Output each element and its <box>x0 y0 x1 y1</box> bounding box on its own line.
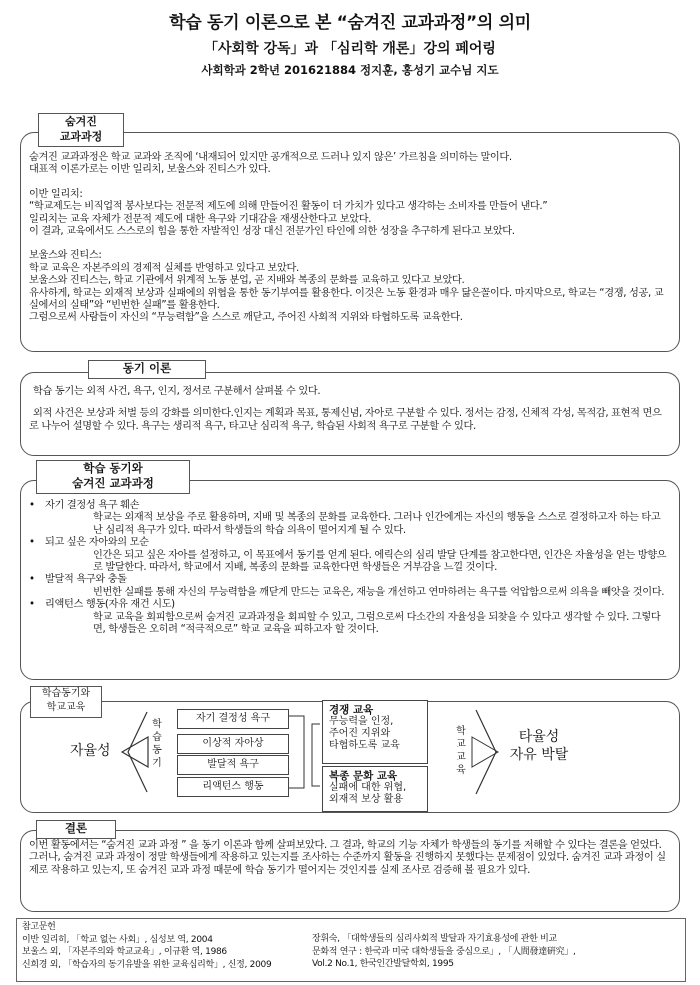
motivation-vertical-label: 학습동기 <box>152 719 162 769</box>
text-line: 숨겨진 교과과정은 학교 교과와 조직에 ‘내재되어 있지만 공개적으로 드러나 있지 않은’ 가르침을 의미하는 말이다. <box>29 152 512 163</box>
obedience-education-box <box>322 766 428 812</box>
autonomy-label: 자율성 <box>70 743 111 759</box>
box-line: 실패에 대한 위협, <box>329 782 407 793</box>
motivation-theory-tab: 동기 이론 <box>88 360 206 379</box>
tab-line: 학습동기와 <box>41 688 91 699</box>
item-head: • 발달적 욕구와 충돌 <box>45 574 127 586</box>
left-bracket <box>128 712 147 792</box>
conclusion-tab: 결론 <box>36 820 116 839</box>
item-head: • 리액턴스 행동(자유 재건 시도) <box>45 599 175 611</box>
text-line: 보울스와 진티스는, 학교 기관에서 위계적 노동 분업, 곧 지배와 복종의 문화를 교육하고 있다고 보았다. <box>29 275 465 287</box>
reference-item: 이반 일리히, 「학교 없는 사회」, 심성보 역, 2004 <box>22 934 213 945</box>
conclusion-body <box>29 840 671 877</box>
text-line: 보울스와 진티스: <box>29 250 102 262</box>
diagram-item: 자기 결정성 욕구 <box>177 709 289 729</box>
box-line: 외재적 보상 활용 <box>329 794 403 805</box>
box-line: 타협하도록 교육 <box>329 740 400 751</box>
page-subtitle: 「사회학 강독」과 「심리학 개론」강의 페어링 <box>204 41 496 57</box>
text-line: 학습 동기는 외적 사건, 욕구, 인지, 정서로 구분해서 살펴볼 수 있다. <box>33 386 321 397</box>
author-line: 사회학과 2학년 201621884 정지훈, 홍성기 교수님 지도 <box>201 63 499 77</box>
right-arrow-icon <box>476 710 496 794</box>
item-head: • 자기 결정성 욕구 훼손 <box>45 500 140 511</box>
tab-line: 숨겨진 <box>65 115 97 128</box>
item-head: • 되고 싶은 자아와의 모순 <box>45 537 149 549</box>
reference-item: 문화적 연구 : 한국과 미국 대학생들을 중심으로」, 「人間發達硏究」, <box>312 946 576 957</box>
mid-bracket <box>288 716 304 788</box>
diagram-item: 이상적 자아상 <box>177 734 289 754</box>
tab-line: 교과과정 <box>59 130 103 143</box>
diagram-item: 리액턴스 행동 <box>177 777 289 797</box>
tab-line: 숨겨진 교과과정 <box>72 476 154 490</box>
tab-line: 학습 동기와 <box>83 461 143 475</box>
right-line: 타율성 <box>518 729 560 745</box>
box-line: 무능력을 인정, <box>329 716 394 727</box>
reference-item: 보울스 외, 「자본주의와 학교교육」, 이규환 역, 1986 <box>22 947 227 957</box>
right-line: 자유 박탈 <box>509 747 569 763</box>
tab-line: 학교교육 <box>46 702 86 713</box>
box-line: 주어진 지위와 <box>329 728 391 739</box>
text-line: 대표적 이론가로는 이반 일리치, 보울스와 진티스가 있다. <box>29 164 271 176</box>
references-left <box>22 921 322 971</box>
text-line: 이번 활동에서는 “숨겨진 교과 과정 ” 을 동기 이론과 함께 살펴보았다. 그 결과, 학교의 기능 자체가 학생들의 동기를 저해할 수 있다는 결론을 얻었다. <box>29 840 662 851</box>
item-text: 빈번한 실패를 통해 자신의 무능력함을 깨닫게 만드는 교육은, 재능을 개선하고 연마하려는 욕구를 억압함으로써 의욕을 빼앗을 것이다. <box>93 586 665 598</box>
text-line: 학교 교육은 자본주의의 경제적 실체를 반영하고 있다고 보았다. <box>29 262 299 274</box>
item-text: 학교는 외재적 보상을 주로 활용하며, 지배 및 복종의 문화를 교육한다. 그러나 인간에게는 자신의 행동을 스스로 결정하고자 하는 타고난 심리적 욕구가 있다. 따라서 학생들의 학습 의욕이 떨어지게 될 수 있다. <box>93 512 661 536</box>
reference-item: 신희경 외, 「학습자의 동기유발을 위한 교육심리학」, 신정, 2009 <box>22 959 272 970</box>
reference-item: 장휘숙, 「대학생들의 심리사회적 발달과 자기효용성에 관한 비교 <box>312 934 557 944</box>
diagram-item: 발달적 욕구 <box>177 755 289 775</box>
references-right <box>312 933 678 971</box>
box-title: 경쟁 교육 <box>329 704 374 716</box>
text-line: 그럼으로써 사람들이 자신의 “무능력함”을 스스로 깨닫고, 주어진 사회적 지위와 타협하도록 교육한다. <box>29 312 463 324</box>
text-line: 외적 사건은 보상과 처벌 등의 강화를 의미한다.인지는 계획과 목표, 통제신념, 자아로 구분할 수 있다. 정서는 감정, 신체적 각성, 목적감, 표현적 면으로 나누어 설명할 수 있다. 욕구는 생리적 욕구, 타고난 심리적 욕구, 학습된 사회적 욕구로 구분할 수 있다. <box>29 408 662 432</box>
references-title: 참고문헌 <box>22 922 56 932</box>
page-title: 학습 동기 이론으로 본 “숨겨진 교과과정”의 의미 <box>169 13 531 33</box>
text-line: 일리치는 교육 자체가 전문적 제도에 대한 욕구와 기대감을 재생산한다고 보았다. <box>29 213 372 225</box>
item-text: 학교 교육을 회피함으로써 숨겨진 교과과정을 회피할 수 있고, 그럼으로써 다소간의 자율성을 되찾을 수 있다고 생각할 수 있다. 그렇다면, 학생들은 오히려 “적극적으로” 학교 교육을 피하고자 할 것이다. <box>93 611 661 636</box>
mid-bracket-right <box>312 724 320 786</box>
reference-item: Vol.2 No.1, 한국인간발달학회, 1995 <box>312 959 454 969</box>
text-line: 유사하게, 학교는 외재적 보상과 실패에의 위협을 통한 동기부여를 활용한다. 이것은 노동 환경과 매우 닮은꼴이다. 마지막으로, 학교는 “경쟁, 성공, 교실에서의 실태”와 “빈번한 실패”를 활용한다. <box>29 287 664 312</box>
left-arrow-icon <box>122 737 148 767</box>
heteronomy-label <box>494 728 584 764</box>
text-line: “학교제도는 비직업적 봉사보다는 전문적 제도에 의해 만들어진 활동이 더 가치가 있다고 생각하는 소비자를 만들어 낸다.” <box>29 201 548 213</box>
competition-education-box <box>322 700 428 764</box>
text-line: 그러나, 숨겨진 교과 과정이 정말 학생들에게 작용하고 있는지를 조사하는 수준까지 활동을 진행하지 못했다는 문제점이 있었다. 숨겨진 교과 과정이 실제로 작용하고 있는지, 또 숨겨진 교과 과정 때문에 학습 동기가 떨어지는 것인지를 실제 조사로 검증해 볼 필요가 있다. <box>29 852 666 876</box>
item-text: 인간은 되고 싶은 자아를 설정하고, 이 목표에서 동기를 얻게 된다. 에릭슨의 심리 발달 단계를 참고한다면, 인간은 자율성을 얻는 방향으로 발달한다. 따라서, 학교에서 지배, 복종의 문화를 교육한다면 학생들은 거부감을 느낄 것이다. <box>93 549 667 574</box>
school-education-vertical-label: 학교교육 <box>456 726 466 776</box>
box-title: 복종 문화 교육 <box>329 770 398 782</box>
text-line: 이반 일리치: <box>29 188 83 200</box>
text-line: 이 결과, 교육에서도 스스로의 힘을 통한 자발적인 성장 대신 전문가인 타인에 의한 성장을 추구하게 된다고 보았다. <box>29 226 515 238</box>
